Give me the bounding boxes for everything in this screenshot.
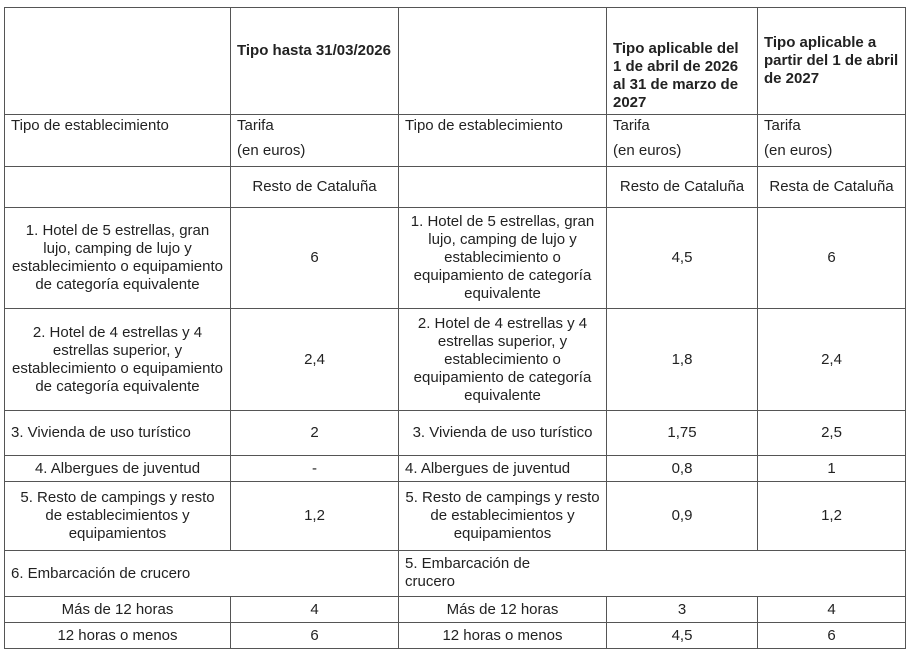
en-euros-text: (en euros) [764, 142, 833, 159]
establishment-left: 5. Resto de campings y resto de establecimientos y equipamientos [5, 482, 231, 551]
rate-from-2027: 4 [758, 597, 906, 623]
rate-until-2026: 1,2 [231, 482, 399, 551]
rate-until-2026: 6 [231, 208, 399, 309]
tarifa-text: Tarifa [764, 117, 801, 134]
rate-2026-2027: 0,9 [607, 482, 758, 551]
region-resto-2: Resto de Cataluña [607, 167, 758, 208]
header-tipo-hasta: Tipo hasta 31/03/2026 [231, 8, 399, 115]
table-row [5, 456, 906, 482]
table-row [5, 623, 906, 649]
rate-from-2027: 1 [758, 456, 906, 482]
table-row [5, 597, 906, 623]
rate-2026-2027: 0,8 [607, 456, 758, 482]
column-label-row [5, 115, 906, 167]
rate-2026-2027: 3 [607, 597, 758, 623]
rate-2026-2027: 1,75 [607, 411, 758, 456]
label-tipo-establecimiento-right: Tipo de establecimiento [399, 115, 607, 167]
header-tipo-2026: Tipo aplicable del 1 de abril de 2026 al 31 de marzo de 2027 [607, 8, 758, 115]
table-row [5, 411, 906, 456]
header-tipo-2027: Tipo aplicable a partir del 1 de abril de 2027 [758, 8, 906, 115]
table-row [5, 482, 906, 551]
rate-from-2027: 6 [758, 208, 906, 309]
rate-2026-2027: 4,5 [607, 623, 758, 649]
region-resto-3: Resta de Cataluña [758, 167, 906, 208]
establishment-left: 1. Hotel de 5 estrellas, gran lujo, camping de lujo y establecimiento o equipamiento de categoría equivalente [5, 208, 231, 309]
cruise-heading-left: 6. Embarcación de crucero [5, 551, 399, 597]
rate-until-2026: 2,4 [231, 309, 399, 411]
cruise-heading-right-text: 5. Embarcación de crucero [405, 555, 531, 590]
establishment-right: 4. Albergues de juventud [399, 456, 607, 482]
header-cell-empty-2 [399, 8, 607, 115]
region-row [5, 167, 906, 208]
tarifa-text: Tarifa [237, 117, 274, 134]
en-euros-text: (en euros) [237, 142, 306, 159]
establishment-right: 2. Hotel de 4 estrellas y 4 estrellas superior, y establecimiento o equipamiento de categoría equivalente [399, 309, 607, 411]
rate-from-2027: 6 [758, 623, 906, 649]
establishment-left: 3. Vivienda de uso turístico [5, 411, 231, 456]
rate-from-2027: 1,2 [758, 482, 906, 551]
cruise-heading-right [399, 551, 906, 597]
tarifa-text: Tarifa [613, 117, 650, 134]
rate-until-2026: 4 [231, 597, 399, 623]
rate-2026-2027: 1,8 [607, 309, 758, 411]
cruise-duration-right: Más de 12 horas [399, 597, 607, 623]
rate-from-2027: 2,4 [758, 309, 906, 411]
region-empty-left [5, 167, 231, 208]
establishment-left: 4. Albergues de juventud [5, 456, 231, 482]
rate-2026-2027: 4,5 [607, 208, 758, 309]
cruise-duration-left: Más de 12 horas [5, 597, 231, 623]
establishment-right: 1. Hotel de 5 estrellas, gran lujo, camping de lujo y establecimiento o equipamiento de categoría equivalente [399, 208, 607, 309]
label-tarifa-1 [231, 115, 399, 167]
rate-until-2026: 6 [231, 623, 399, 649]
cruise-heading-row [5, 551, 906, 597]
label-tipo-establecimiento-left: Tipo de establecimiento [5, 115, 231, 167]
rate-from-2027: 2,5 [758, 411, 906, 456]
table-row [5, 208, 906, 309]
region-resto-1: Resto de Cataluña [231, 167, 399, 208]
establishment-right: 3. Vivienda de uso turístico [399, 411, 607, 456]
establishment-right: 5. Resto de campings y resto de establecimientos y equipamientos [399, 482, 607, 551]
label-tarifa-2 [607, 115, 758, 167]
header-row [5, 8, 906, 115]
rate-until-2026: 2 [231, 411, 399, 456]
rates-table [4, 7, 906, 649]
header-cell-empty-1 [5, 8, 231, 115]
cruise-duration-left: 12 horas o menos [5, 623, 231, 649]
cruise-duration-right: 12 horas o menos [399, 623, 607, 649]
en-euros-text: (en euros) [613, 142, 682, 159]
table-row [5, 309, 906, 411]
label-tarifa-3 [758, 115, 906, 167]
region-empty-right [399, 167, 607, 208]
establishment-left: 2. Hotel de 4 estrellas y 4 estrellas superior, y establecimiento o equipamiento de categoría equivalente [5, 309, 231, 411]
rate-until-2026: - [231, 456, 399, 482]
